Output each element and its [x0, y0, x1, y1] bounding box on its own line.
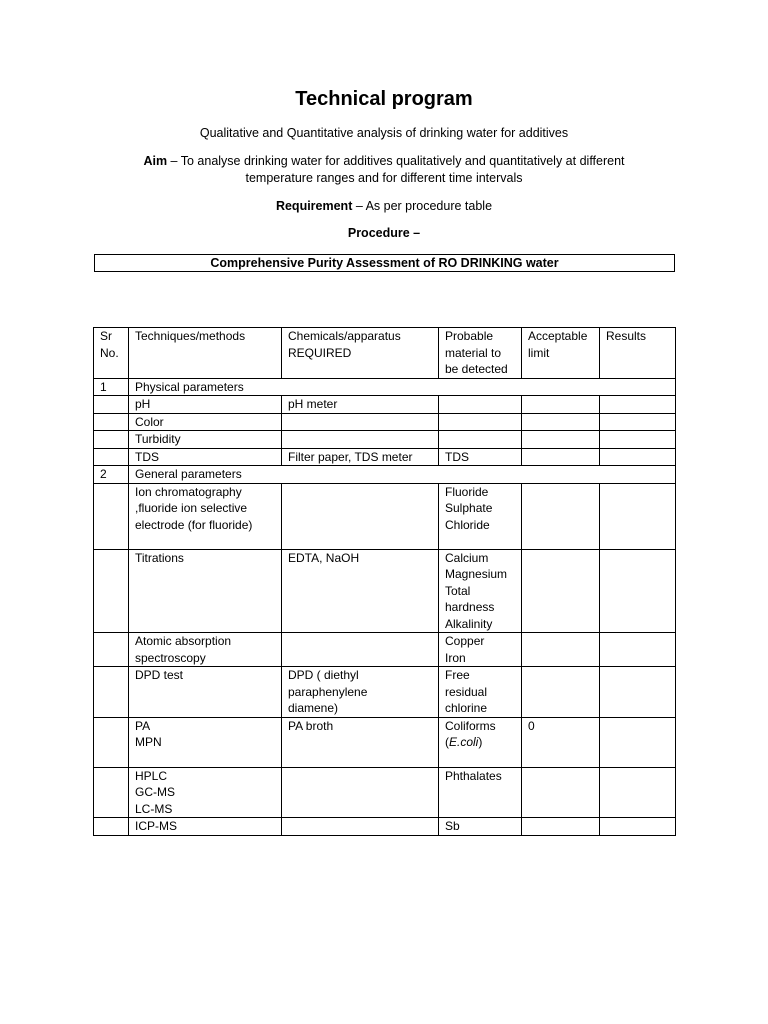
header-limit: Acceptable limit [522, 328, 600, 379]
table-row [94, 667, 676, 718]
sr-cell [94, 767, 129, 818]
table-row [94, 413, 676, 431]
chem-cell [282, 818, 439, 836]
limit-cell [522, 413, 600, 431]
result-cell [600, 483, 676, 549]
sr-cell [94, 448, 129, 466]
method-cell: Ion chromatography ,fluoride ion selective electrode (for fluoride) [129, 483, 282, 549]
material-text-b: ) [478, 735, 483, 749]
header-chemicals: Chemicals/apparatus REQUIRED [282, 328, 439, 379]
limit-cell [522, 448, 600, 466]
table-row [94, 717, 676, 767]
section-row [94, 378, 676, 396]
chem-cell [282, 413, 439, 431]
result-cell [600, 633, 676, 667]
chem-cell: Filter paper, TDS meter [282, 448, 439, 466]
table-row [94, 431, 676, 449]
sr-cell [94, 431, 129, 449]
result-cell [600, 396, 676, 414]
sr-cell [94, 413, 129, 431]
limit-cell [522, 767, 600, 818]
requirement-line [0, 199, 768, 213]
result-cell [600, 448, 676, 466]
procedure-label: Procedure – [347, 226, 421, 240]
section-label: Physical parameters [129, 378, 676, 396]
material-cell: Copper Iron [439, 633, 522, 667]
table-row [94, 633, 676, 667]
requirement-text: – As per procedure table [352, 199, 493, 213]
limit-cell [522, 431, 600, 449]
sr-cell [94, 818, 129, 836]
method-cell: TDS [129, 448, 282, 466]
chem-cell [282, 431, 439, 449]
aim-paragraph [120, 153, 648, 187]
sr-cell [94, 549, 129, 633]
table-row [94, 767, 676, 818]
chem-cell: EDTA, NaOH [282, 549, 439, 633]
limit-cell [522, 818, 600, 836]
chem-cell [282, 483, 439, 549]
aim-label: Aim [143, 154, 168, 168]
header-techniques: Techniques/methods [129, 328, 282, 379]
section-number: 2 [94, 466, 129, 484]
page-title: Technical program [295, 88, 473, 110]
material-cell: Sb [439, 818, 522, 836]
sr-cell [94, 396, 129, 414]
limit-cell [522, 396, 600, 414]
material-cell: Phthalates [439, 767, 522, 818]
material-cell [439, 413, 522, 431]
result-cell [600, 717, 676, 767]
material-cell: Free residual chlorine [439, 667, 522, 718]
result-cell [600, 413, 676, 431]
method-cell: Atomic absorption spectroscopy [129, 633, 282, 667]
header-material: Probable material to be detected [439, 328, 522, 379]
material-cell [439, 431, 522, 449]
section-number: 1 [94, 378, 129, 396]
requirement-label: Requirement [275, 199, 353, 213]
limit-cell [522, 549, 600, 633]
material-cell: Calcium Magnesium Total hardness Alkalinity [439, 549, 522, 633]
method-cell: DPD test [129, 667, 282, 718]
material-cell: TDS [439, 448, 522, 466]
chem-cell [282, 767, 439, 818]
table-row [94, 483, 676, 549]
material-cell [439, 396, 522, 414]
material-text-a: Coliforms ( [445, 718, 496, 749]
result-cell [600, 549, 676, 633]
result-cell [600, 767, 676, 818]
table-header-row [94, 328, 676, 379]
limit-cell [522, 667, 600, 718]
table-row [94, 818, 676, 836]
section-label: General parameters [129, 466, 676, 484]
sr-cell [94, 717, 129, 767]
method-cell: HPLC GC-MS LC-MS [129, 767, 282, 818]
limit-cell: 0 [522, 717, 600, 767]
method-cell: ICP-MS [129, 818, 282, 836]
material-italic: E.coli [449, 735, 479, 749]
table-row [94, 396, 676, 414]
result-cell [600, 431, 676, 449]
table-row [94, 448, 676, 466]
result-cell [600, 818, 676, 836]
procedure-line [0, 226, 768, 240]
method-cell: Color [129, 413, 282, 431]
method-cell: PA MPN [129, 717, 282, 767]
chem-cell: pH meter [282, 396, 439, 414]
method-cell: pH [129, 396, 282, 414]
chem-cell: PA broth [282, 717, 439, 767]
method-cell: Titrations [129, 549, 282, 633]
chem-cell [282, 633, 439, 667]
header-sr-no: Sr No. [94, 328, 129, 379]
material-cell [439, 717, 522, 767]
material-cell: Fluoride Sulphate Chloride [439, 483, 522, 549]
assessment-banner: Comprehensive Purity Assessment of RO DRINKING water [94, 254, 675, 272]
table-row [94, 549, 676, 633]
subtitle: Qualitative and Quantitative analysis of drinking water for additives [199, 126, 569, 140]
sr-cell [94, 483, 129, 549]
sr-cell [94, 667, 129, 718]
procedure-table [93, 327, 676, 836]
section-row [94, 466, 676, 484]
aim-text: – To analyse drinking water for additives qualitatively and quantitatively at different temperature ranges and for different time intervals [167, 154, 625, 185]
limit-cell [522, 483, 600, 549]
chem-cell: DPD ( diethyl paraphenylene diamene) [282, 667, 439, 718]
sr-cell [94, 633, 129, 667]
method-cell: Turbidity [129, 431, 282, 449]
header-results: Results [600, 328, 676, 379]
limit-cell [522, 633, 600, 667]
result-cell [600, 667, 676, 718]
